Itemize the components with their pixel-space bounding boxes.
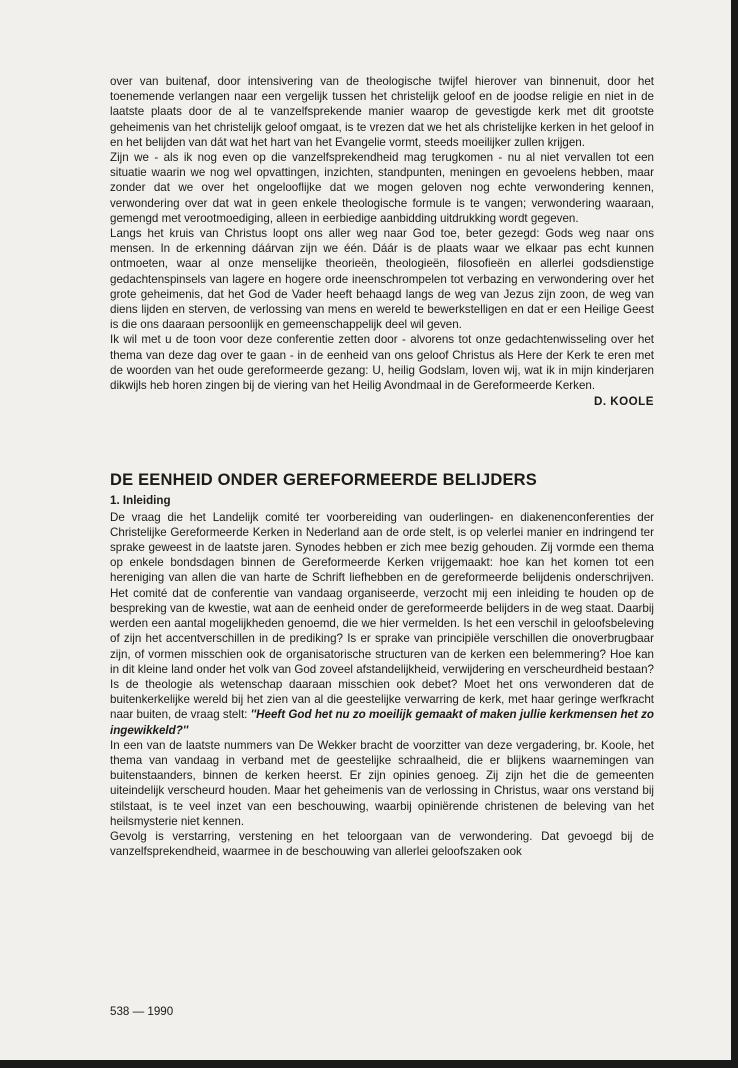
- article-paragraph-2: In een van de laatste nummers van De Wekker bracht de voorzitter van deze vergadering, br. Koole, het thema van vandaag in verband met de geestelijke schraalheid, die er blijkens waarnemingen van buitenstaanders, binnen de kerken heerst. Er zijn opinies genoeg. Zij zijn het die de gemeenten uiteindelijk verscheurd houden. Maar het geheimenis van de verlossing in Christus, waar ons verstand bij stilstaat, is te veel inzet van een beschouwing, waarbij opiniërende christenen de beleving van het heilsmysterie niet kennen.: [110, 738, 654, 828]
- section-heading: 1. Inleiding: [110, 494, 171, 508]
- page-number: 538: [110, 1005, 130, 1018]
- intro-paragraph-1: over van buitenaf, door intensivering van de theologische twijfel hierover van binnenuit, door het toenemende verlangen naar een vergelijk tussen het christelijk geloof en de joodse religie en niet in de laatste plaats door de al te vanzelfsprekende manier waarop de gevestigde kerk met dit grootste geheimenis van het christelijk geloof omgaat, is te vrezen dat we het als christelijke kerken in het geloof in en het belijden van dát wat het hart van het Evangelie vormt, steeds moeilijker zullen krijgen.: [110, 75, 654, 149]
- footer-year: 1990: [147, 1005, 174, 1018]
- author-signature: D. KOOLE: [593, 395, 654, 409]
- scan-edge-bottom: [0, 1060, 738, 1068]
- article-paragraph-1-text: De vraag die het Landelijk comité ter voorbereiding van ouderlingen- en diakenenconferenties der Christelijke Gereformeerde Kerken in Nederland aan de orde stelt, is op velerlei manier en indringend ter sprake geweest in de laatste jaren. Synodes hebben er zich mee bezig gehouden. Zij vormde een thema op enkele bondsdagen binnen de Gereformeerde Kerken vrijgemaakt: hoe kan het komen tot een hereniging van allen die van harte de Schrift liefhebben en de gereformeerde belijdenis onderschrijven. Het comité dat de conferentie van vandaag organiseerde, verzocht mij een inleiding te houden op de bespreking van de kwestie, wat aan de eenheid onder de gereformeerde belijders in de weg staat. Daarbij werden een aantal mogelijkheden genoemd, die we hier vermelden. Is het een verschil in geloofsbeleving of zijn het accentverschillen in de prediking? Is er sprake van principiële verschillen die onoverbrugbaar zijn, of vormen misschien ook de organisatorische structuren van de kerken een belemmering? Hoe kan in dit kleine land onder het volk van God zoveel afstandelijkheid, verwijdering en verscheurdheid bestaan? Is de theologie als wetenschap daaraan misschien ook debet? Moet het ons verwonderen dat de buitenkerkelijke wereld bij het zien van al die geestelijke verwarring de kerk, met haar geringe werfkracht naar buiten, de vraag stelt:: [110, 510, 654, 722]
- scan-edge-right: [731, 0, 738, 1068]
- article-paragraph-1: [110, 510, 654, 738]
- article-quote: ''Heeft God het nu zo moeilijk gemaakt of maken jullie kerkmensen het zo ingewikkeld?'': [110, 708, 654, 737]
- intro-paragraph-2: Zijn we - als ik nog even op die vanzelfsprekendheid mag terugkomen - nu al niet vervallen tot een situatie waarin we nog wel opvattingen, inzichten, standpunten, meningen en gevoelens hebben, maar zonder dat we over het ongelooflijke dat we mogen geloven nog echte verwondering kennen, verwondering over dat wat in geen enkele theologische formule is te vangen; verwondering waaraan, gemengd met verootmoediging, alleen in eerbiedige aanbidding uitdrukking wordt gegeven.: [110, 151, 654, 225]
- article-paragraph-3: Gevolg is verstarring, verstening en het teloorgaan van de verwondering. Dat gevoegd bij de vanzelfsprekendheid, waarmee in de beschouwing van allerlei geloofszaken ook: [110, 829, 654, 859]
- page-content: [110, 74, 654, 859]
- article-title: DE EENHEID ONDER GEREFORMEERDE BELIJDERS: [110, 471, 537, 490]
- page-footer: [110, 1005, 173, 1018]
- intro-paragraph-4: Ik wil met u de toon voor deze conferentie zetten door - alvorens tot onze gedachtenwisseling over het thema van deze dag over te gaan - in de eenheid van ons geloof Christus als Here der Kerk te eren met de woorden van het oude gereformeerde gezang: U, heilig Godslam, loven wij, wat ik in mijn kinderjaren dikwijls heb horen zingen bij de viering van het Heilig Avondmaal in de Gereformeerde Kerken.: [110, 333, 654, 393]
- footer-separator: —: [132, 1005, 145, 1018]
- intro-paragraph-3: Langs het kruis van Christus loopt ons aller weg naar God toe, beter gezegd: Gods weg naar ons mensen. In de erkenning dáárvan zijn we één. Dáár is de plaats waar we elkaar pas echt kunnen ontmoeten, waar al onze menselijke theorieën, theologieën, filosofieën en allerlei godsdienstige gedachtenspinsels van lagere en hogere orde ineenschrompelen tot verbazing en verwondering over het grote geheimenis, dat het God de Vader heeft behaagd langs de weg van Jezus zijn zoon, de weg van diens lijden en sterven, de verlossing van mens en wereld te bewerkstelligen en dat er een Heilige Geest is die ons daaraan persoonlijk en gemeenschappelijk deel wil geven.: [110, 227, 654, 332]
